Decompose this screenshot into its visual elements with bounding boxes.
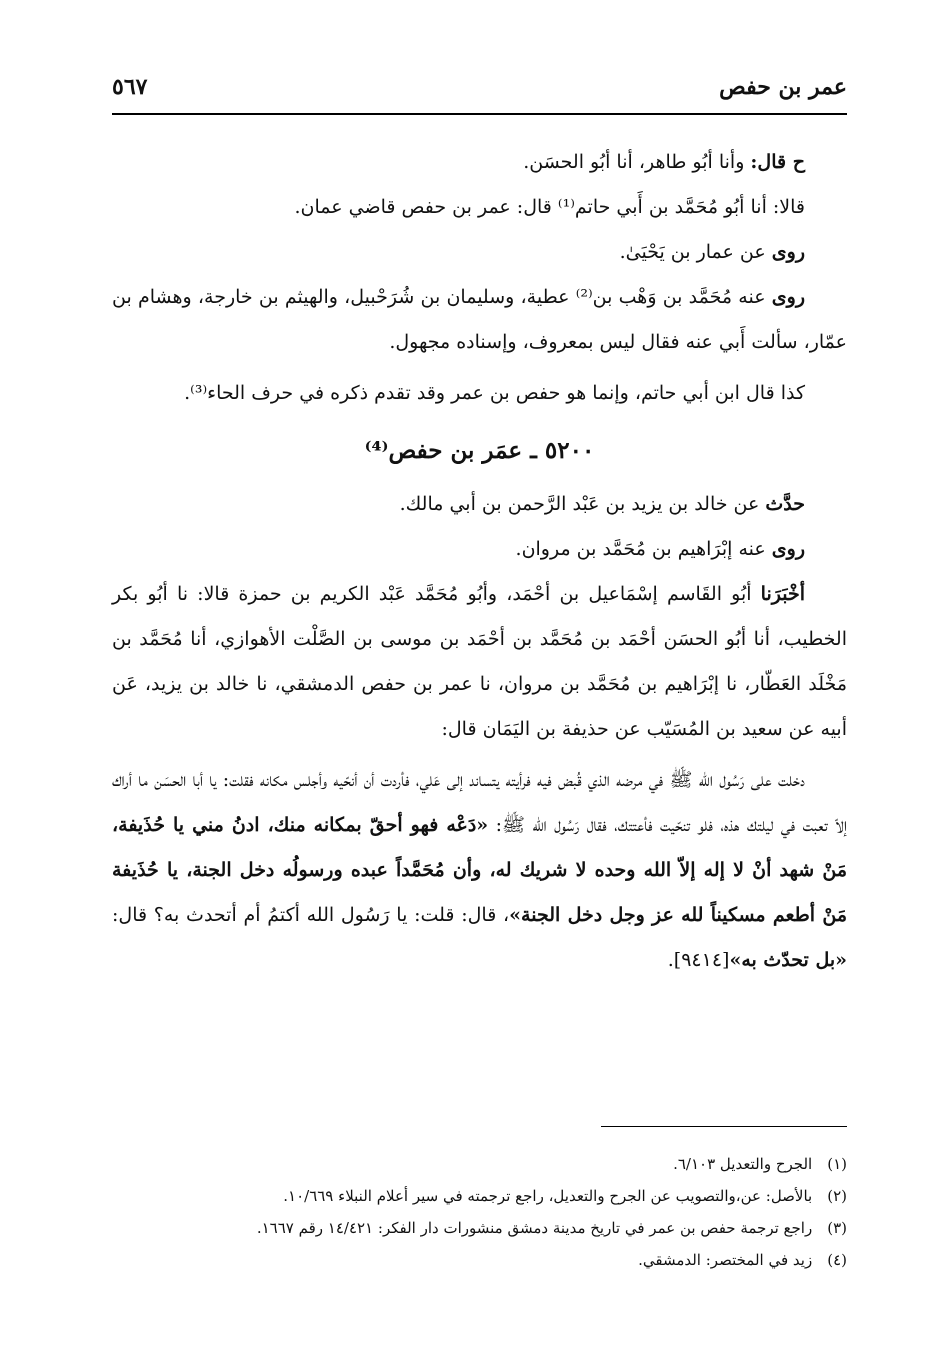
paragraph-1 [112, 140, 847, 185]
footnote-text: الجرح والتعديل ٦/١٠٣. [673, 1155, 813, 1173]
quoted-saying: «بل تحدّث به» [729, 949, 847, 971]
paragraph-text: عنه إبْرَاهيم بن مُحَمَّد بن مروان. [515, 538, 772, 560]
paragraph-6 [112, 482, 847, 527]
paragraph-text: دخلت على رَسُول الله ﷺ في مرضه الذي قُبض فيه فرأيته يتساند إلى عَلي، فأردت أن أنحّيه وأجلس مكانه فقلت: يا أبا الحسَن ما أراك إلاّ تعبت في ليلتك هذه، فلو تنحّيت فأعتتك، فقال رَسُول الله ﷺ: [112, 769, 847, 836]
paragraph-lead: ح قال: [750, 151, 805, 173]
paragraph-2 [112, 185, 847, 230]
footnote-text: راجع ترجمة حفص بن عمر في تاريخ مدينة دمشق منشورات دار الفكر: ١٤/٤٢١ رقم ١٦٦٧. [256, 1219, 813, 1237]
paragraph-9 [112, 758, 847, 983]
footnote-number: (٢) [827, 1187, 847, 1205]
footnote [150, 1148, 847, 1180]
footnote-number: (١) [827, 1155, 847, 1173]
paragraph-lead: روى [771, 241, 805, 263]
hadith-reference: [٩٤١٤]. [667, 949, 730, 971]
footnote [150, 1180, 847, 1212]
paragraph-text: وأنا أبُو طاهر، أنا أبُو الحسَن. [523, 151, 751, 173]
paragraph-7 [112, 527, 847, 572]
running-title: عمر بن حفص [719, 74, 847, 100]
footnote [150, 1212, 847, 1244]
paragraph-text: أبُو القَاسم إسْمَاعيل بن أحْمَد، وأبُو مُحَمَّد عَبْد الكريم بن حمزة قالا: نا أبُو بكر الخطيب، أنا أبُو الحسَن أحْمَد بن مُحَمَّد بن أحْمَد بن موسى بن الصَّلْت الأهوازي، أنا مُحَمَّد بن مَخْلَد العَطّار، نا إبْرَاهيم بن مُحَمَّد بن مروان، نا عمر بن حفص الدمشقي، نا خالد بن يزيد، عَن أبيه عن سعيد بن المُسَيّب عن حذيفة بن اليَمَان قال: [112, 583, 847, 740]
paragraph-text: عن عمار بن يَحْيَىٰ. [619, 241, 772, 263]
footnotes [150, 1148, 847, 1276]
paragraph-3 [112, 230, 847, 275]
page-header [112, 70, 847, 104]
paragraph-8 [112, 572, 847, 752]
paragraph-lead: روى [771, 538, 805, 560]
footnote-number: (٤) [827, 1251, 847, 1269]
quoted-saying: «دَعْه فهو أحقّ بمكانه منك، ادنُ مني يا حُذَيفة، مَنْ شهد أنْ لا إله إلاّ الله وحده لا شريك له، وأن مُحَمَّداً عبده ورسولُه دخل الجنة، يا حُذَيفة مَنْ أطعم مسكيناً لله عز وجل دخل الجنة» [112, 814, 847, 926]
paragraph-lead: أخْبَرَنا [760, 583, 805, 605]
paragraph-text: ، قال: قلت: يا رَسُول الله أكتمُ أم أتحدث به؟ قال: [112, 904, 510, 926]
main-text [112, 140, 847, 983]
footnote-text: زيد في المختصر: الدمشقي. [638, 1251, 813, 1269]
entry-title: ٥٢٠٠ ـ عمَر بن حفص⁽⁴⁾ [364, 437, 595, 464]
header-divider [112, 113, 847, 115]
paragraph-text: عن خالد بن يزيد بن عَبْد الرَّحمن بن أبي مالك. [399, 493, 766, 515]
paragraph-text: قالا: أنا أبُو مُحَمَّد بن أَبي حاتم⁽¹⁾ قال: عمر بن حفص قاضي عمان. [294, 196, 805, 218]
paragraph-text: عنه مُحَمَّد بن وَهْب بن⁽²⁾ عطية، وسليمان بن شُرَحْبيل، والهيثم بن خارجة، وهشام بن عمّار، سألت أَبي عنه فقال ليس بمعروف، وإسناده مجهول. [112, 286, 847, 353]
paragraph-5 [112, 371, 847, 416]
footnote-divider [601, 1126, 847, 1127]
footnote [150, 1244, 847, 1276]
paragraph-lead: حدَّث [765, 493, 805, 515]
footnote-number: (٣) [827, 1219, 847, 1237]
paragraph-lead: روى [771, 286, 805, 308]
footnote-text: بالأصل: عن،والتصويب عن الجرح والتعديل، راجع ترجمته في سير أعلام النبلاء ١٠/٦٦٩. [283, 1187, 813, 1205]
paragraph-4 [112, 275, 847, 365]
page-number: ٥٦٧ [112, 74, 148, 100]
paragraph-text: كذا قال ابن أبي حاتم، وإنما هو حفص بن عمر وقد تقدم ذكره في حرف الحاء⁽³⁾. [184, 382, 805, 404]
